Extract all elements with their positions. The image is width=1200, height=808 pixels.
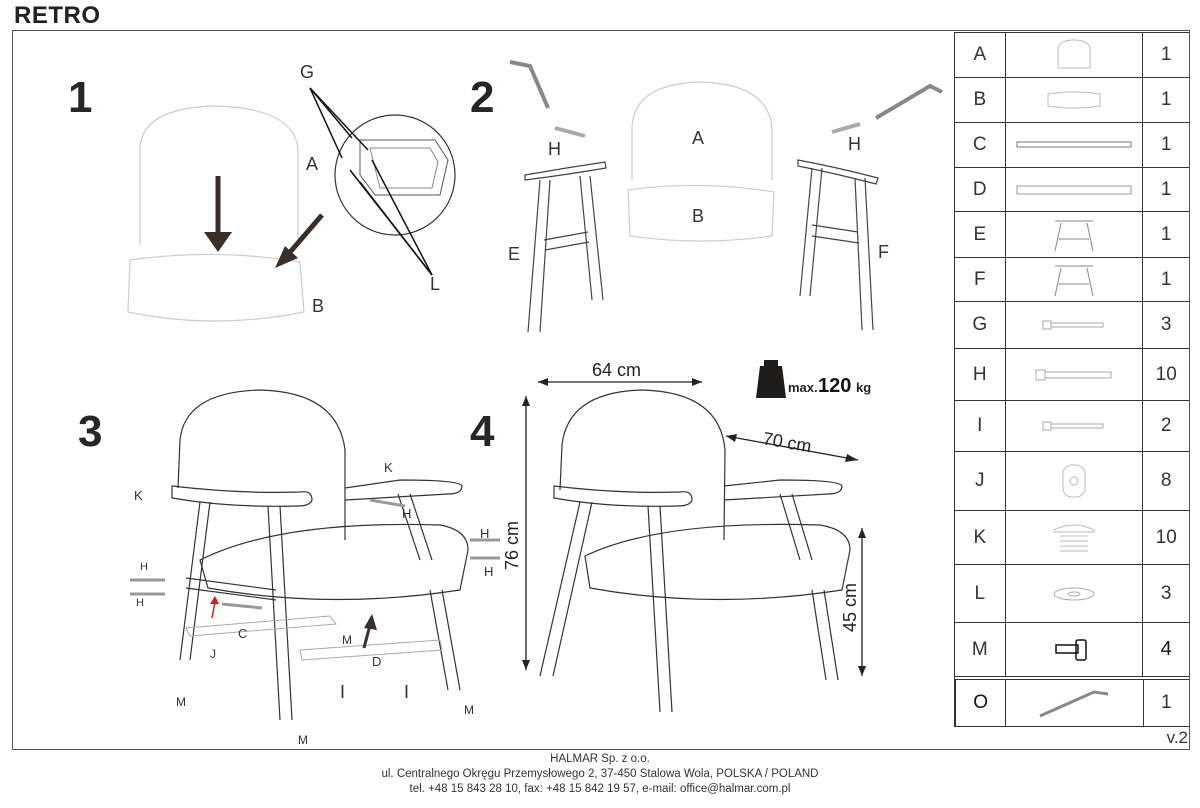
parts-row-b (955, 78, 1189, 123)
label-m-4: M (342, 633, 352, 647)
part-letter: K (955, 511, 1006, 564)
part-qty: 10 (1155, 526, 1177, 548)
step-4 (470, 360, 871, 712)
dim-height: 76 cm (502, 520, 522, 570)
label-h-right: H (848, 134, 861, 154)
seat-cushion-icon (1006, 78, 1144, 122)
part-qty: 3 (1160, 582, 1172, 604)
bolt-i-icon (1006, 401, 1144, 451)
part-letter: F (955, 258, 1006, 301)
label-g: G (300, 62, 315, 82)
parts-row-m (955, 623, 1189, 677)
part-qty: 1 (1160, 89, 1172, 110)
weight-icon (756, 360, 786, 398)
part-qty: 1 (1160, 268, 1172, 290)
cap-icon (1006, 511, 1144, 564)
part-qty: 3 (1160, 314, 1172, 335)
step-number-2: 2 (470, 73, 495, 122)
bolt-g-icon (1006, 302, 1144, 348)
parts-row-g (955, 302, 1189, 349)
part-letter: B (955, 78, 1006, 122)
footer (0, 752, 1200, 797)
parts-row-a (955, 33, 1189, 78)
part-qty: 1 (1161, 692, 1172, 713)
part-letter: L (955, 565, 1006, 622)
step-2 (470, 62, 942, 332)
dim-seat-height: 45 cm (840, 582, 860, 632)
parts-row-l (955, 565, 1189, 623)
part-letter: A (955, 33, 1006, 77)
label-m-2: M (298, 733, 308, 747)
step-3 (78, 390, 500, 747)
label-h-3: H (140, 561, 148, 573)
parts-row-j (955, 452, 1189, 511)
part-letter: H (955, 349, 1006, 400)
leveler-foot-icon (1006, 623, 1144, 676)
step-number-4: 4 (470, 407, 495, 456)
product-title: RETRO (14, 2, 101, 29)
part-qty: 8 (1160, 470, 1172, 491)
part-letter: J (955, 452, 1006, 510)
parts-row-i (955, 401, 1189, 452)
label-i-right: I (404, 682, 410, 702)
parts-row-c (955, 123, 1189, 168)
parts-row-e (955, 212, 1189, 258)
label-c: C (238, 626, 248, 641)
label-k-left: K (134, 488, 143, 503)
side-frame-e-icon (1006, 212, 1144, 257)
step-number-3: 3 (78, 407, 103, 456)
part-qty: 2 (1160, 415, 1172, 436)
label-h-3c: H (402, 506, 412, 521)
part-qty: 1 (1160, 134, 1172, 155)
label-j: J (210, 647, 216, 661)
part-letter: O (956, 680, 1006, 726)
label-b-2: B (692, 206, 705, 226)
max-load-value: 120 (818, 375, 852, 397)
bolt-h-icon (1006, 349, 1144, 400)
footer-company: HALMAR Sp. z o.o. (550, 753, 650, 765)
label-f: F (878, 242, 889, 262)
dim-width: 64 cm (592, 360, 642, 380)
part-qty: 4 (1160, 638, 1172, 660)
parts-row-o (955, 679, 1189, 727)
version-label: v.2 (1166, 728, 1188, 747)
part-letter: D (955, 168, 1006, 211)
parts-row-f (955, 258, 1189, 302)
max-load-prefix: max. (788, 380, 818, 395)
side-frame-f-icon (1006, 258, 1144, 301)
part-qty: 10 (1155, 363, 1177, 385)
label-h-3d: H (480, 526, 490, 541)
label-e: E (508, 244, 521, 264)
allen-key-icon (1006, 680, 1143, 726)
label-l: L (430, 274, 441, 294)
step-number-1: 1 (68, 73, 93, 122)
step-1 (68, 62, 455, 321)
label-h-left: H (548, 139, 561, 159)
max-load-unit: kg (856, 380, 872, 395)
label-h-3e: H (484, 564, 494, 579)
footer-address: ul. Centralnego Okręgu Przemysłowego 2, 37-450 Stalowa Wola, POLSKA / POLAND (381, 768, 819, 780)
label-m-3: M (464, 703, 474, 717)
rail-c-icon (1006, 123, 1144, 167)
parts-list (954, 32, 1189, 727)
part-letter: E (955, 212, 1006, 257)
label-d: D (372, 654, 382, 669)
label-m-1: M (176, 695, 186, 709)
part-letter: C (955, 123, 1006, 167)
label-a: A (306, 154, 319, 174)
parts-row-d (955, 168, 1189, 212)
label-i-left: I (340, 682, 346, 702)
part-letter: G (955, 302, 1006, 348)
label-h-3b: H (136, 597, 144, 609)
parts-row-h (955, 349, 1189, 401)
label-b: B (312, 296, 325, 316)
washer-icon (1006, 565, 1144, 622)
part-letter: M (955, 623, 1006, 676)
rail-d-icon (1006, 168, 1144, 211)
parts-row-k (955, 511, 1189, 565)
part-letter: I (955, 401, 1006, 451)
dim-depth: 70 cm (761, 428, 814, 457)
part-qty: 1 (1160, 178, 1172, 200)
part-qty: 1 (1160, 223, 1172, 245)
backrest-icon (1006, 33, 1144, 77)
label-k-right: K (384, 460, 393, 475)
footer-contact: tel. +48 15 843 28 10, fax: +48 15 842 19 57, e-mail: office@halmar.com.pl (409, 783, 791, 795)
part-qty: 1 (1160, 44, 1172, 65)
barrel-nut-icon (1006, 452, 1144, 510)
label-a-2: A (692, 128, 705, 148)
